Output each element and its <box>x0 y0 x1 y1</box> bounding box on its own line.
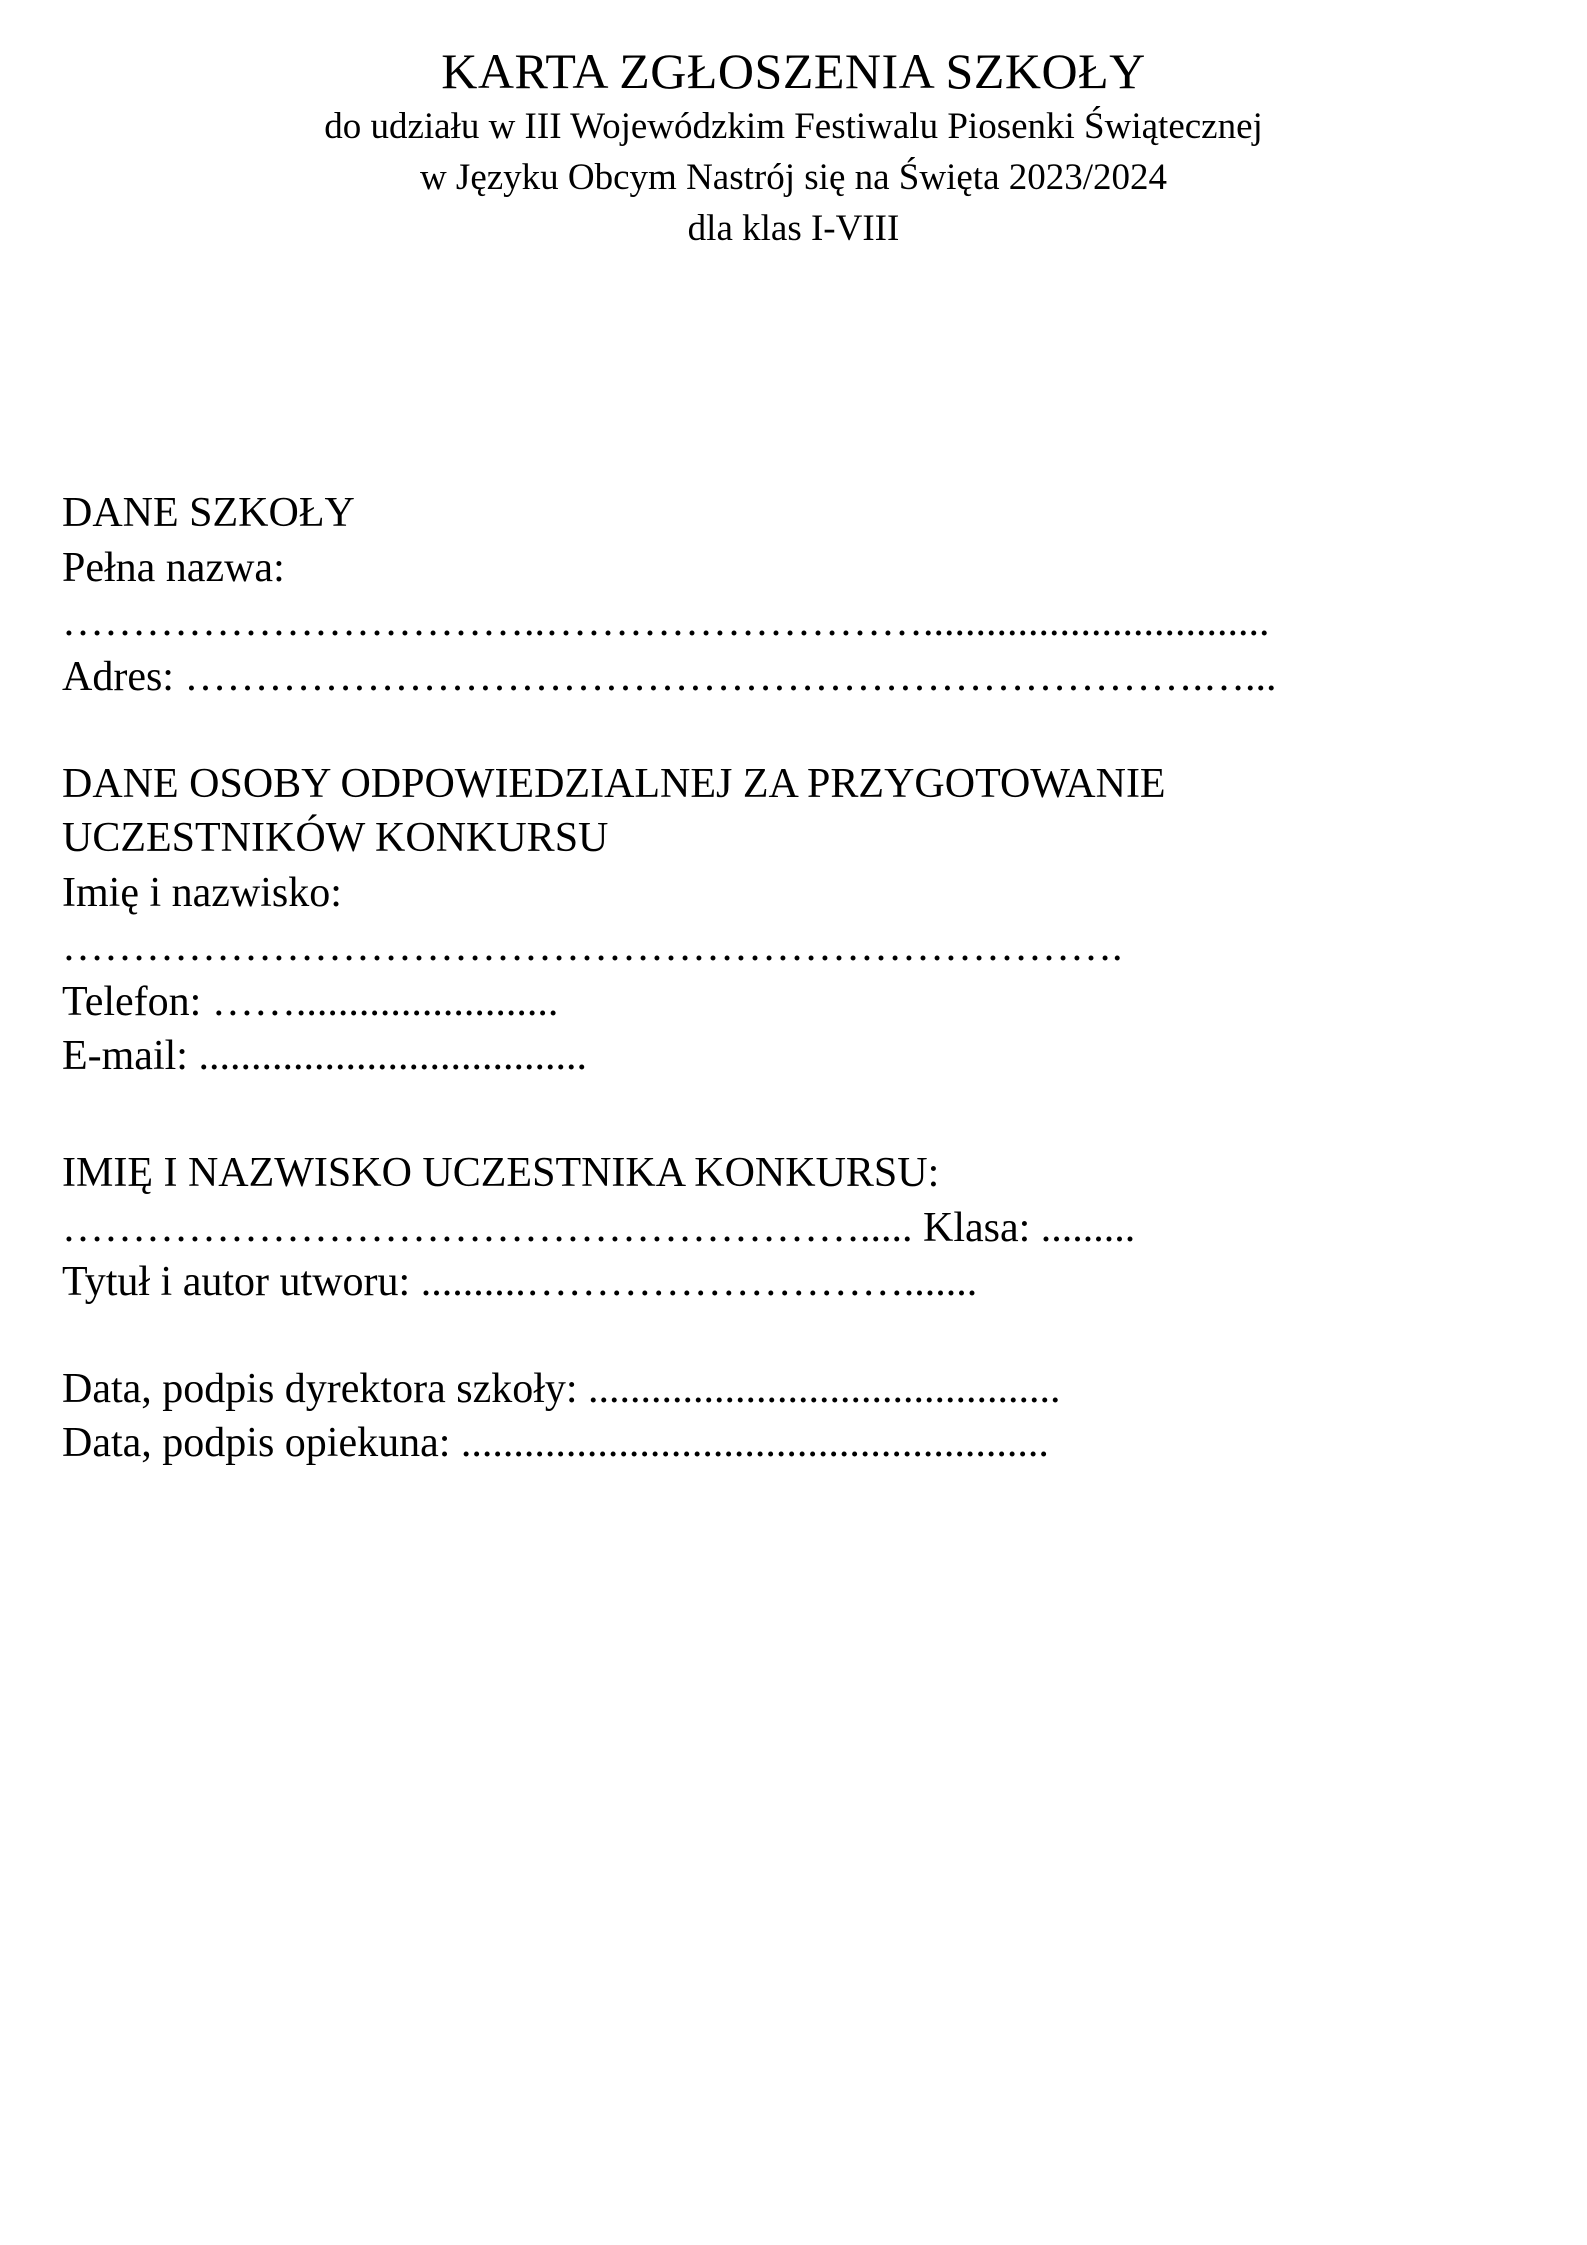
responsible-phone-field[interactable]: ……......................... <box>211 978 559 1025</box>
document-header <box>0 0 1587 254</box>
participant-work-field[interactable]: ..........………………………....... <box>420 1259 978 1306</box>
section-heading-responsible-line2: UCZESTNIKÓW KONKURSU <box>62 815 609 862</box>
responsible-email-label: E-mail: <box>62 1033 188 1080</box>
guardian-signature-label: Data, podpis opiekuna: <box>62 1420 451 1467</box>
section-heading-participant: IMIĘ I NAZWISKO UCZESTNIKA KONKURSU: <box>62 1150 940 1197</box>
subtitle-line-2: w Języku Obcym Nastrój się na Święta 2023/2024 <box>419 157 1168 199</box>
responsible-phone-row <box>62 975 1527 1030</box>
page-title: KARTA ZGŁOSZENIA SZKOŁY <box>441 43 1146 99</box>
section-heading-responsible-line1: DANE OSOBY ODPOWIEDZIALNEJ ZA PRZYGOTOWANIE <box>62 760 1166 807</box>
school-address-field[interactable]: ……………………………………………………………….…... <box>184 653 1277 700</box>
responsible-name-field[interactable]: …………………………………………………………………. <box>62 924 1123 971</box>
participant-name-row <box>62 1201 1527 1256</box>
guardian-signature-field[interactable]: ........................................................ <box>460 1420 1049 1467</box>
director-signature-label: Data, podpis dyrektora szkoły: <box>62 1365 578 1412</box>
director-signature-field[interactable]: ............................................. <box>588 1365 1061 1412</box>
guardian-signature-row <box>62 1416 1527 1471</box>
school-address-label: Adres: <box>62 653 174 700</box>
school-name-field[interactable]: ……………………………..………………………................................. <box>62 599 1270 646</box>
participant-class-field[interactable]: ......... <box>1040 1204 1136 1251</box>
subtitle-line-1: do udziału w III Wojewódzkim Festiwalu Piosenki Świątecznej <box>324 106 1263 147</box>
school-address-row <box>62 650 1527 705</box>
director-signature-row <box>62 1362 1527 1417</box>
form-body <box>0 486 1587 1471</box>
responsible-name-label: Imię i nazwisko: <box>62 869 342 916</box>
participant-work-label: Tytuł i autor utworu: <box>62 1259 411 1306</box>
school-name-label: Pełna nazwa: <box>62 544 285 591</box>
responsible-phone-label: Telefon: <box>62 978 202 1025</box>
responsible-email-row <box>62 1029 1527 1084</box>
participant-name-field[interactable]: …………………………………………………..... <box>62 1204 913 1251</box>
subtitle-line-3: dla klas I-VIII <box>687 208 900 250</box>
divider-spacer-2 <box>62 1084 1527 1146</box>
participant-class-label: Klasa: <box>923 1204 1031 1251</box>
responsible-email-field[interactable]: ..................................... <box>198 1033 587 1080</box>
section-heading-school: DANE SZKOŁY <box>62 490 355 537</box>
divider-spacer-1 <box>62 705 1527 757</box>
participant-work-row <box>62 1255 1527 1310</box>
divider-spacer-3 <box>62 1310 1527 1362</box>
